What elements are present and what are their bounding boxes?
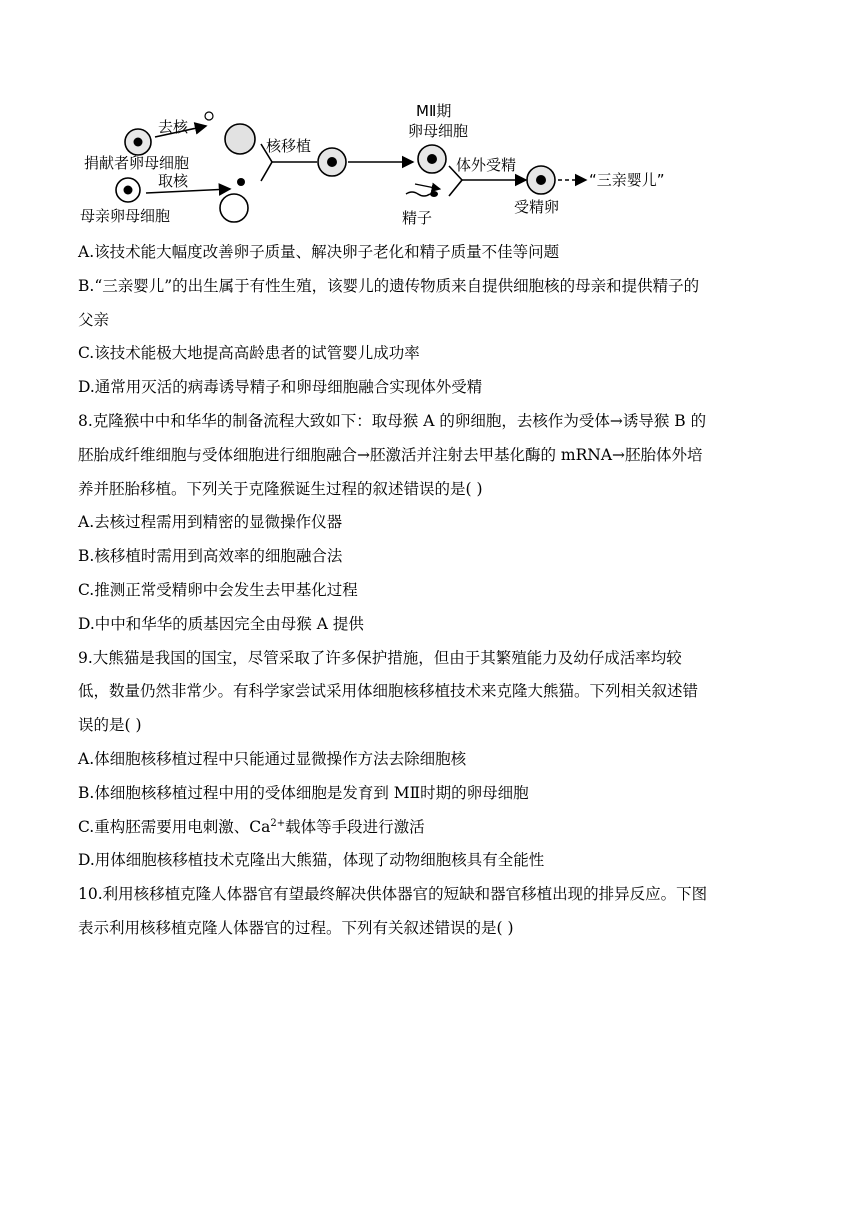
sperm-arrow [415, 184, 440, 189]
q8-stem-line2: 胚胎成纤维细胞与受体细胞进行细胞融合→胚激活并注射去甲基化酶的 mRNA→胚胎体外培 [78, 445, 703, 464]
mii-stage-label: MⅡ期 [416, 102, 452, 120]
calcium-charge: 2+ [270, 817, 286, 829]
q7-option-c: C.该技术能极大地提高高龄患者的试管婴儿成功率 [78, 344, 420, 363]
sperm-head [430, 191, 438, 197]
mii-oocyte-label: 卵母细胞 [408, 122, 469, 140]
donor-oocyte-cell [125, 129, 151, 155]
q8-stem-line3: 养并胚胎移植。下列关于克隆猴诞生过程的叙述错误的是( ) [78, 479, 483, 498]
q9-option-a: A.体细胞核移植过程中只能通过显微操作方法去除细胞核 [78, 749, 467, 768]
mother-nucleus [237, 178, 245, 186]
fertilized-egg [527, 166, 555, 194]
q8-stem-line1: 8.克隆猴中中和华华的制备流程大致如下：取母猴 A 的卵细胞，去核作为受体→诱导猴 B 的 [78, 411, 707, 430]
mother-oocyte-label: 母亲卵母细胞 [80, 207, 171, 225]
q9-option-d: D.用体细胞核移植技术克隆出大熊猫，体现了动物细胞核具有全能性 [78, 851, 545, 870]
mother-oocyte-cell [116, 178, 140, 202]
reconstructed-oocyte [318, 148, 346, 176]
fertilized-egg-label: 受精卵 [514, 198, 560, 216]
sperm-label: 精子 [402, 209, 433, 227]
take-nucleus-label: 取核 [158, 172, 189, 190]
q8-option-c: C.推测正常受精卵中会发生去甲基化过程 [78, 580, 358, 599]
q7-option-b-line1: B.“三亲婴儿”的出生属于有性生殖，该婴儿的遗传物质来自提供细胞核的母亲和提供精子的 [78, 276, 700, 295]
q9-stem-line3: 误的是( ) [78, 716, 142, 735]
enucleated-oocyte [225, 124, 255, 154]
removed-nucleus [205, 112, 213, 120]
q7-option-b-line2: 父亲 [78, 310, 110, 329]
q9-stem-line2: 低，数量仍然非常少。有科学家尝试采用体细胞核移植技术来克隆大熊猫。下列相关叙述错 [78, 682, 699, 701]
q10-stem-line1: 10.利用核移植克隆人体器官有望最终解决供体器官的短缺和器官移植出现的排异反应。下图 [78, 885, 708, 904]
q9-stem-line1: 9.大熊猫是我国的国宝，尽管采取了许多保护措施，但由于其繁殖能力及幼仔成活率均较 [78, 648, 682, 667]
sperm-tail [406, 192, 430, 196]
mii-oocyte [418, 145, 446, 173]
q8-option-b: B.核移植时需用到高效率的细胞融合法 [78, 547, 343, 566]
q8-option-d: D.中中和华华的质基因完全由母猴 A 提供 [78, 614, 364, 633]
three-parent-baby-diagram [70, 96, 710, 234]
remove-nucleus-label: 去核 [158, 118, 189, 136]
q10-stem-line2: 表示利用核移植克隆人体器官的过程。下列有关叙述错误的是( ) [78, 918, 514, 937]
q8-option-a: A.去核过程需用到精密的显微操作仪器 [78, 513, 343, 532]
q9-option-b: B.体细胞核移植过程中用的受体细胞是发育到 MⅡ时期的卵母细胞 [78, 783, 529, 802]
nuclear-transfer-label: 核移植 [266, 137, 312, 155]
question-body [78, 236, 784, 946]
mother-cytoplasm [220, 194, 248, 222]
q9-option-c-text: C.重构胚需要用电刺激、Ca [78, 817, 271, 836]
three-parent-baby-label: “三亲婴儿” [589, 171, 665, 189]
q9-option-c [78, 811, 784, 845]
q9-option-c-text-end: 载体等手段进行激活 [285, 817, 425, 836]
q7-option-a: A.该技术能大幅度改善卵子质量、解决卵子老化和精子质量不佳等问题 [78, 243, 560, 261]
donor-oocyte-label: 捐献者卵母细胞 [84, 154, 190, 172]
ivf-label: 体外受精 [456, 156, 517, 174]
q7-option-d: D.通常用灭活的病毒诱导精子和卵母细胞融合实现体外受精 [78, 378, 483, 397]
